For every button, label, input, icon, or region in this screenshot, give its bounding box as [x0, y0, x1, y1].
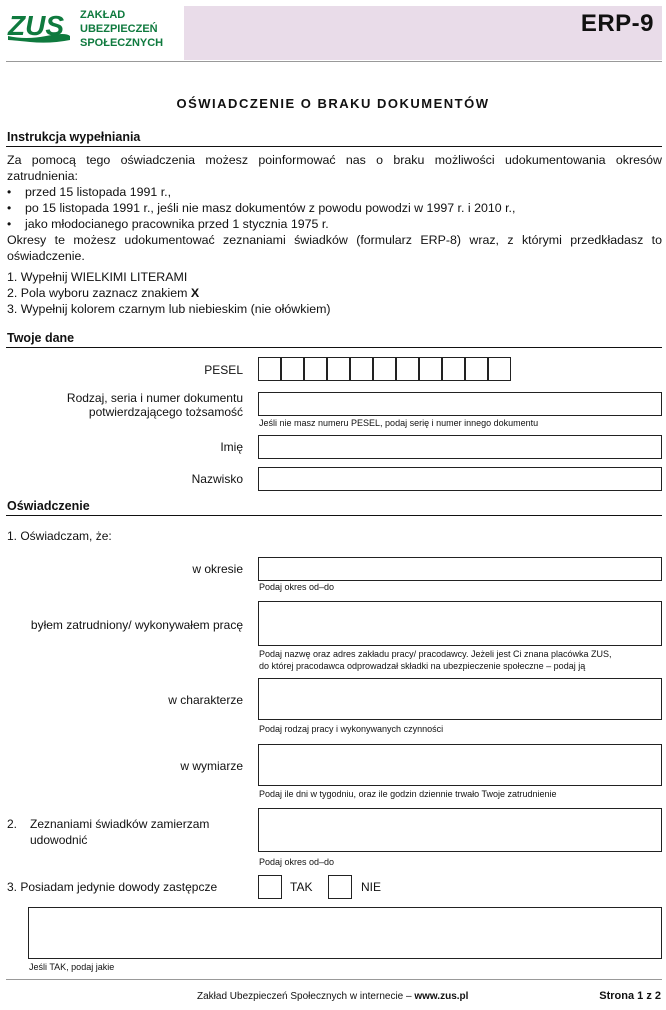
footer-text: [197, 991, 468, 1002]
pesel-digit-cell[interactable]: [258, 357, 281, 381]
period-hint: Podaj okres od–do: [259, 582, 335, 592]
pesel-digit-cell[interactable]: [465, 357, 488, 381]
section-divider: [6, 515, 662, 516]
section-divider: [6, 146, 662, 147]
last-name-label: Nazwisko: [191, 472, 243, 486]
pesel-digit-cell[interactable]: [327, 357, 350, 381]
identity-doc-hint: Jeśli nie masz numeru PESEL, podaj serię i numer innego dokumentu: [259, 418, 539, 428]
first-name-label: Imię: [220, 440, 243, 454]
identity-doc-label: Rodzaj, seria i numer dokumentu: [66, 391, 243, 405]
pesel-digit-cell[interactable]: [419, 357, 442, 381]
last-name-input[interactable]: [258, 467, 662, 491]
section-divider: [6, 347, 662, 348]
intro-line: Za pomocą tego oświadczenia możesz poinformować nas o braku możliwości udokumentowania okresów: [7, 153, 662, 167]
step-item: 1. Wypełnij WIELKIMI LITERAMI: [7, 270, 188, 284]
statement-heading: Oświadczenie: [7, 499, 90, 513]
step-item: [7, 286, 199, 302]
pesel-digit-cell[interactable]: [488, 357, 511, 381]
logo-wordmark: [80, 8, 163, 50]
substitute-evidence-hint: Jeśli TAK, podaj jakie: [29, 962, 115, 972]
pesel-digit-cell[interactable]: [281, 357, 304, 381]
intro-line: zatrudnienia:: [7, 169, 78, 183]
footer-divider: [6, 979, 662, 980]
employer-input[interactable]: [258, 601, 662, 646]
pesel-digit-cell[interactable]: [373, 357, 396, 381]
logo-line: UBEZPIECZEŃ: [80, 23, 158, 35]
your-data-heading: Twoje dane: [7, 331, 75, 345]
pesel-digit-cell[interactable]: [396, 357, 419, 381]
statement-item-2-number: 2.: [7, 817, 18, 831]
bullet-symbol: •: [7, 217, 12, 231]
witness-period-hint: Podaj okres od–do: [259, 857, 335, 867]
employer-hint: do której pracodawca odprowadzał składki na ubezpieczenie społeczne – podaj ją: [259, 661, 586, 671]
logo-line: SPOŁECZNYCH: [80, 37, 164, 49]
pesel-digit-cell[interactable]: [442, 357, 465, 381]
statement-item-1: 1. Oświadczam, że:: [7, 529, 112, 543]
statement-item-3: 3. Posiadam jedynie dowody zastępcze: [7, 880, 218, 894]
yes-checkbox[interactable]: [258, 875, 282, 899]
form-code: ERP-9: [580, 10, 654, 37]
step-item: 3. Wypełnij kolorem czarnym lub niebieskim (nie ołówkiem): [7, 302, 331, 316]
bullet-symbol: •: [7, 201, 12, 215]
pesel-field[interactable]: [258, 357, 511, 381]
no-checkbox[interactable]: [328, 875, 352, 899]
witness-line: oświadczenie.: [7, 249, 85, 263]
bullet-item: przed 15 listopada 1991 r.,: [25, 185, 172, 199]
bullet-symbol: •: [7, 185, 12, 199]
step-text: 2. Pola wyboru zaznacz znakiem: [7, 286, 188, 300]
identity-doc-label: potwierdzającego tożsamość: [88, 405, 243, 419]
first-name-input[interactable]: [258, 435, 662, 459]
statement-item-2-text: Zeznaniami świadków zamierzam: [30, 817, 210, 831]
statement-item-2-text: udowodnić: [30, 833, 88, 847]
footer-prefix: Zakład Ubezpieczeń Społecznych w internecie –: [197, 991, 415, 1002]
substitute-evidence-input[interactable]: [28, 907, 662, 959]
capacity-hint: Podaj rodzaj pracy i wykonywanych czynności: [259, 724, 444, 734]
mark-symbol: X: [190, 286, 200, 300]
pesel-digit-cell[interactable]: [304, 357, 327, 381]
period-input[interactable]: [258, 557, 662, 581]
logo-line: ZAKŁAD: [80, 9, 126, 21]
bullet-item: jako młodocianego pracownika przed 1 stycznia 1975 r.: [25, 217, 329, 231]
employer-hint: Podaj nazwę oraz adres zakładu pracy/ pracodawcy. Jeżeli jest Ci znana placówka ZUS,: [259, 649, 612, 659]
pesel-digit-cell[interactable]: [350, 357, 373, 381]
hours-hint: Podaj ile dni w tygodniu, oraz ile godzin dziennie trwało Twoje zatrudnienie: [259, 789, 557, 799]
bullet-item: po 15 listopada 1991 r., jeśli nie masz dokumentów z powodu powodzi w 1997 r. i 2010 r.,: [25, 201, 516, 215]
identity-document-input[interactable]: [258, 392, 662, 416]
document-title: OŚWIADCZENIE O BRAKU DOKUMENTÓW: [176, 96, 490, 111]
zus-logo: [6, 6, 72, 46]
yes-label: TAK: [290, 880, 313, 894]
employed-label: byłem zatrudniony/ wykonywałem pracę: [30, 618, 243, 632]
pesel-label: PESEL: [204, 363, 243, 377]
page-number: Strona 1 z 2: [599, 990, 661, 1002]
logo-mark: ZUS: [8, 10, 64, 41]
footer-url-link[interactable]: www.zus.pl: [414, 991, 469, 1002]
hours-input[interactable]: [258, 744, 662, 786]
instructions-heading: Instrukcja wypełniania: [7, 130, 141, 144]
no-label: NIE: [361, 880, 382, 894]
capacity-input[interactable]: [258, 678, 662, 720]
witness-line: Okresy te możesz udokumentować zeznaniami świadków (formularz ERP-8) wraz, z którymi przedkładasz to: [7, 233, 662, 247]
capacity-label: w charakterze: [168, 693, 243, 707]
period-label: w okresie: [192, 562, 243, 576]
witness-period-input[interactable]: [258, 808, 662, 852]
hours-label: w wymiarze: [180, 759, 243, 773]
header-divider: [6, 61, 662, 62]
